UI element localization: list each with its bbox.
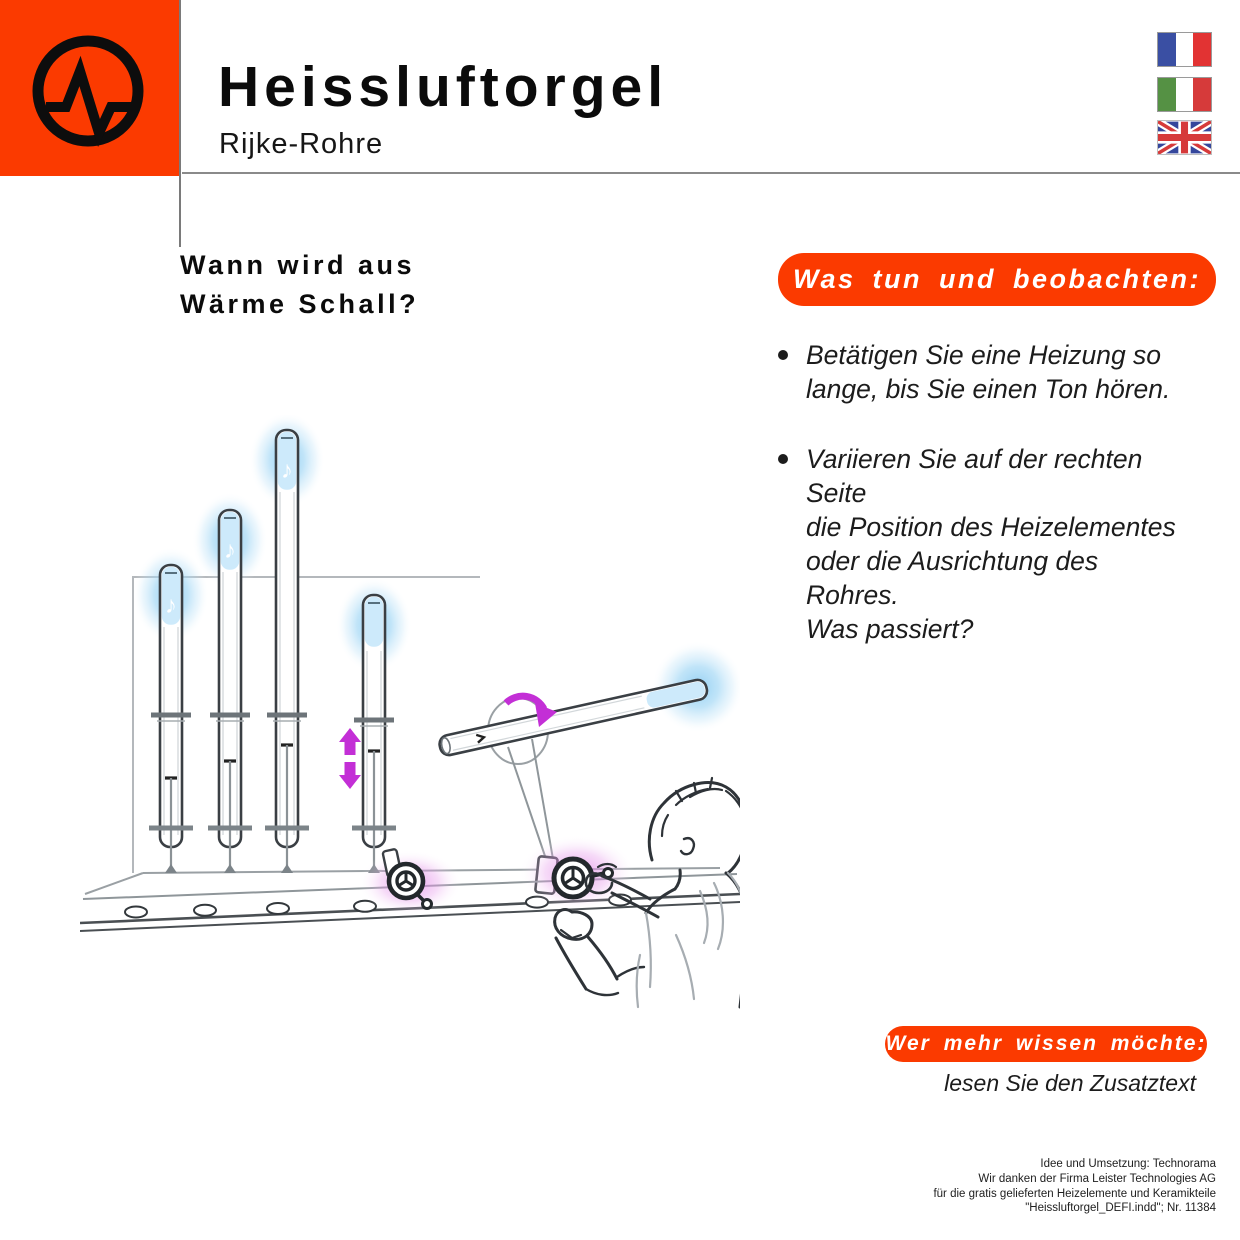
footer-line: für die gratis gelieferten Heizelemente und Keramikteile (933, 1187, 1216, 1200)
footer-credits (616, 1157, 1216, 1216)
instructions-list (778, 338, 1198, 678)
music-note-icon: ♪ (165, 592, 177, 619)
instructions-banner (778, 253, 1216, 306)
down-arrow-icon (339, 762, 361, 789)
more-info-note: lesen Sie den Zusatztext (944, 1070, 1196, 1096)
header-vertical-rule (179, 0, 181, 247)
flag-stripe (1158, 78, 1176, 111)
more-info-banner (885, 1026, 1207, 1062)
header-horizontal-rule (182, 172, 1240, 174)
music-note-icon: ♪ (281, 457, 293, 484)
question-heading (180, 246, 419, 324)
list-item (778, 338, 1198, 406)
italian-flag (1157, 77, 1212, 112)
bullet-icon (778, 454, 788, 464)
question-line-1: Wann wird aus (180, 250, 416, 280)
up-arrow-icon (339, 728, 361, 755)
flag-stripe (1176, 33, 1194, 66)
flag-stripe (1158, 33, 1176, 66)
instructions-banner-label: Was tun und beobachten: (793, 264, 1201, 294)
more-info-banner-label: Wer mehr wissen möchte: (885, 1032, 1207, 1055)
child-hoodie-lines (637, 873, 740, 1007)
bullet-text-line: Was passiert? (806, 614, 974, 644)
flag-stripe (1176, 78, 1194, 111)
footer-line: "Heissluftorgel_DEFI.indd"; Nr. 11384 (1025, 1202, 1216, 1215)
page-title: Heissluftorgel (218, 55, 669, 119)
music-note-icon: ♪ (224, 537, 236, 564)
bullet-text-line: oder die Ausrichtung des Rohres. (806, 546, 1099, 610)
brand-square (0, 0, 180, 176)
bullet-icon (778, 350, 788, 360)
flag-stripe (1193, 78, 1211, 111)
bullet-text-line: die Position des Heizelementes (806, 512, 1176, 542)
footer-line: Wir danken der Firma Leister Technologies AG (978, 1172, 1216, 1185)
rijke-tubes-drawing (80, 415, 740, 1015)
footer-line: Idee und Umsetzung: Technorama (1040, 1158, 1216, 1170)
french-flag (1157, 32, 1212, 67)
page-subtitle: Rijke-Rohre (219, 128, 384, 160)
pulse-wave-icon (0, 0, 180, 176)
question-line-2: Wärme Schall? (180, 289, 420, 319)
bullet-text-line: Betätigen Sie eine Heizung so (806, 340, 1162, 370)
bullet-text-line: Variieren Sie auf der rechten Seite (806, 444, 1143, 508)
bullet-text-line: lange, bis Sie einen Ton hören. (806, 374, 1171, 404)
uk-flag (1157, 120, 1212, 155)
uk-flag-graphic (1158, 121, 1211, 154)
exhibit-illustration (80, 415, 740, 1015)
list-item (778, 442, 1198, 646)
flag-stripe (1193, 33, 1211, 66)
